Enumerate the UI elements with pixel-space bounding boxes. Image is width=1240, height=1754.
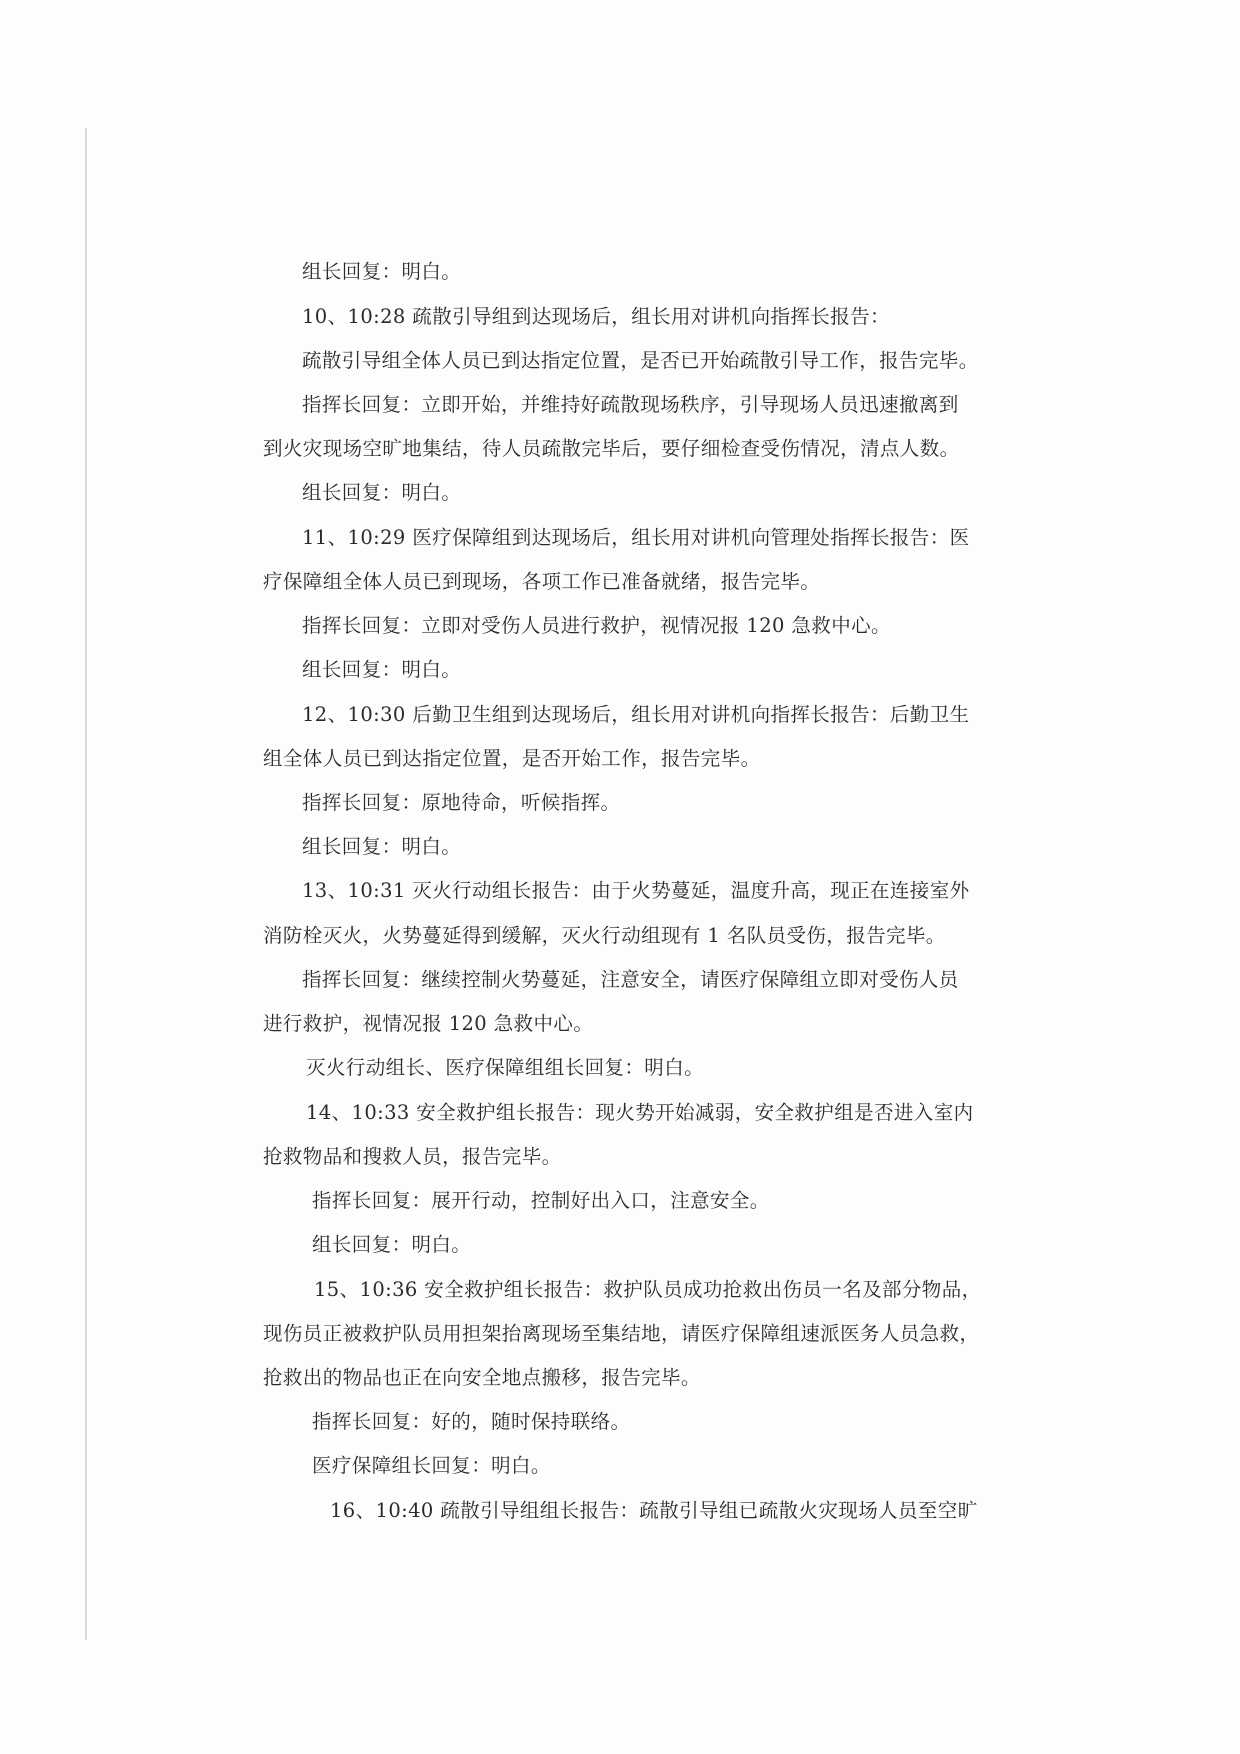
- text-line: 组长回复：明白。: [312, 1233, 472, 1256]
- text-line: 14、10:33 安全救护组长报告：现火势开始减弱，安全救护组是否进入室内: [306, 1101, 974, 1124]
- text-line: 进行救护，视情况报 120 急救中心。: [263, 1012, 594, 1035]
- text-line: 组长回复：明白。: [302, 481, 462, 504]
- text-line: 组全体人员已到达指定位置，是否开始工作，报告完毕。: [263, 747, 761, 770]
- text-line: 11、10:29 医疗保障组到达现场后，组长用对讲机向管理处指挥长报告：医: [302, 526, 970, 549]
- text-line: 指挥长回复：原地待命，听候指挥。: [302, 791, 621, 814]
- text-line: 组长回复：明白。: [302, 658, 462, 681]
- text-line: 抢救出的物品也正在向安全地点搬移，报告完毕。: [263, 1366, 701, 1389]
- text-line: 12、10:30 后勤卫生组到达现场后，组长用对讲机向指挥长报告：后勤卫生: [302, 703, 970, 726]
- text-line: 16、10:40 疏散引导组组长报告：疏散引导组已疏散火灾现场人员至空旷: [330, 1499, 978, 1522]
- text-line: 到火灾现场空旷地集结，待人员疏散完毕后，要仔细检查受伤情况，清点人数。: [263, 437, 960, 460]
- left-margin-rule: [85, 128, 87, 1640]
- text-line: 疏散引导组全体人员已到达指定位置，是否已开始疏散引导工作，报告完毕。: [302, 349, 979, 372]
- text-line: 指挥长回复：立即对受伤人员进行救护，视情况报 120 急救中心。: [302, 614, 891, 637]
- text-line: 组长回复：明白。: [302, 260, 462, 283]
- text-line: 指挥长回复：立即开始，并维持好疏散现场秩序，引导现场人员迅速撤离到: [302, 393, 959, 416]
- text-line: 组长回复：明白。: [302, 835, 462, 858]
- text-line: 抢救物品和搜救人员，报告完毕。: [263, 1145, 562, 1168]
- text-line: 10、10:28 疏散引导组到达现场后，组长用对讲机向指挥长报告：: [302, 305, 890, 328]
- text-line: 指挥长回复：展开行动，控制好出入口，注意安全。: [312, 1189, 770, 1212]
- text-line: 灭火行动组长、医疗保障组组长回复：明白。: [306, 1056, 705, 1079]
- text-line: 现伤员正被救护队员用担架抬离现场至集结地，请医疗保障组速派医务人员急救，: [263, 1322, 980, 1345]
- text-line: 指挥长回复：继续控制火势蔓延，注意安全，请医疗保障组立即对受伤人员: [302, 968, 959, 991]
- text-line: 15、10:36 安全救护组长报告：救护队员成功抢救出伤员一名及部分物品，: [314, 1278, 982, 1301]
- text-line: 消防栓灭火，火势蔓延得到缓解，灭火行动组现有 1 名队员受伤，报告完毕。: [263, 924, 946, 947]
- text-line: 疗保障组全体人员已到现场，各项工作已准备就绪，报告完毕。: [263, 570, 821, 593]
- text-line: 指挥长回复：好的，随时保持联络。: [312, 1410, 631, 1433]
- text-line: 13、10:31 灭火行动组长报告：由于火势蔓延，温度升高，现正在连接室外: [302, 879, 970, 902]
- text-line: 医疗保障组长回复：明白。: [312, 1454, 551, 1477]
